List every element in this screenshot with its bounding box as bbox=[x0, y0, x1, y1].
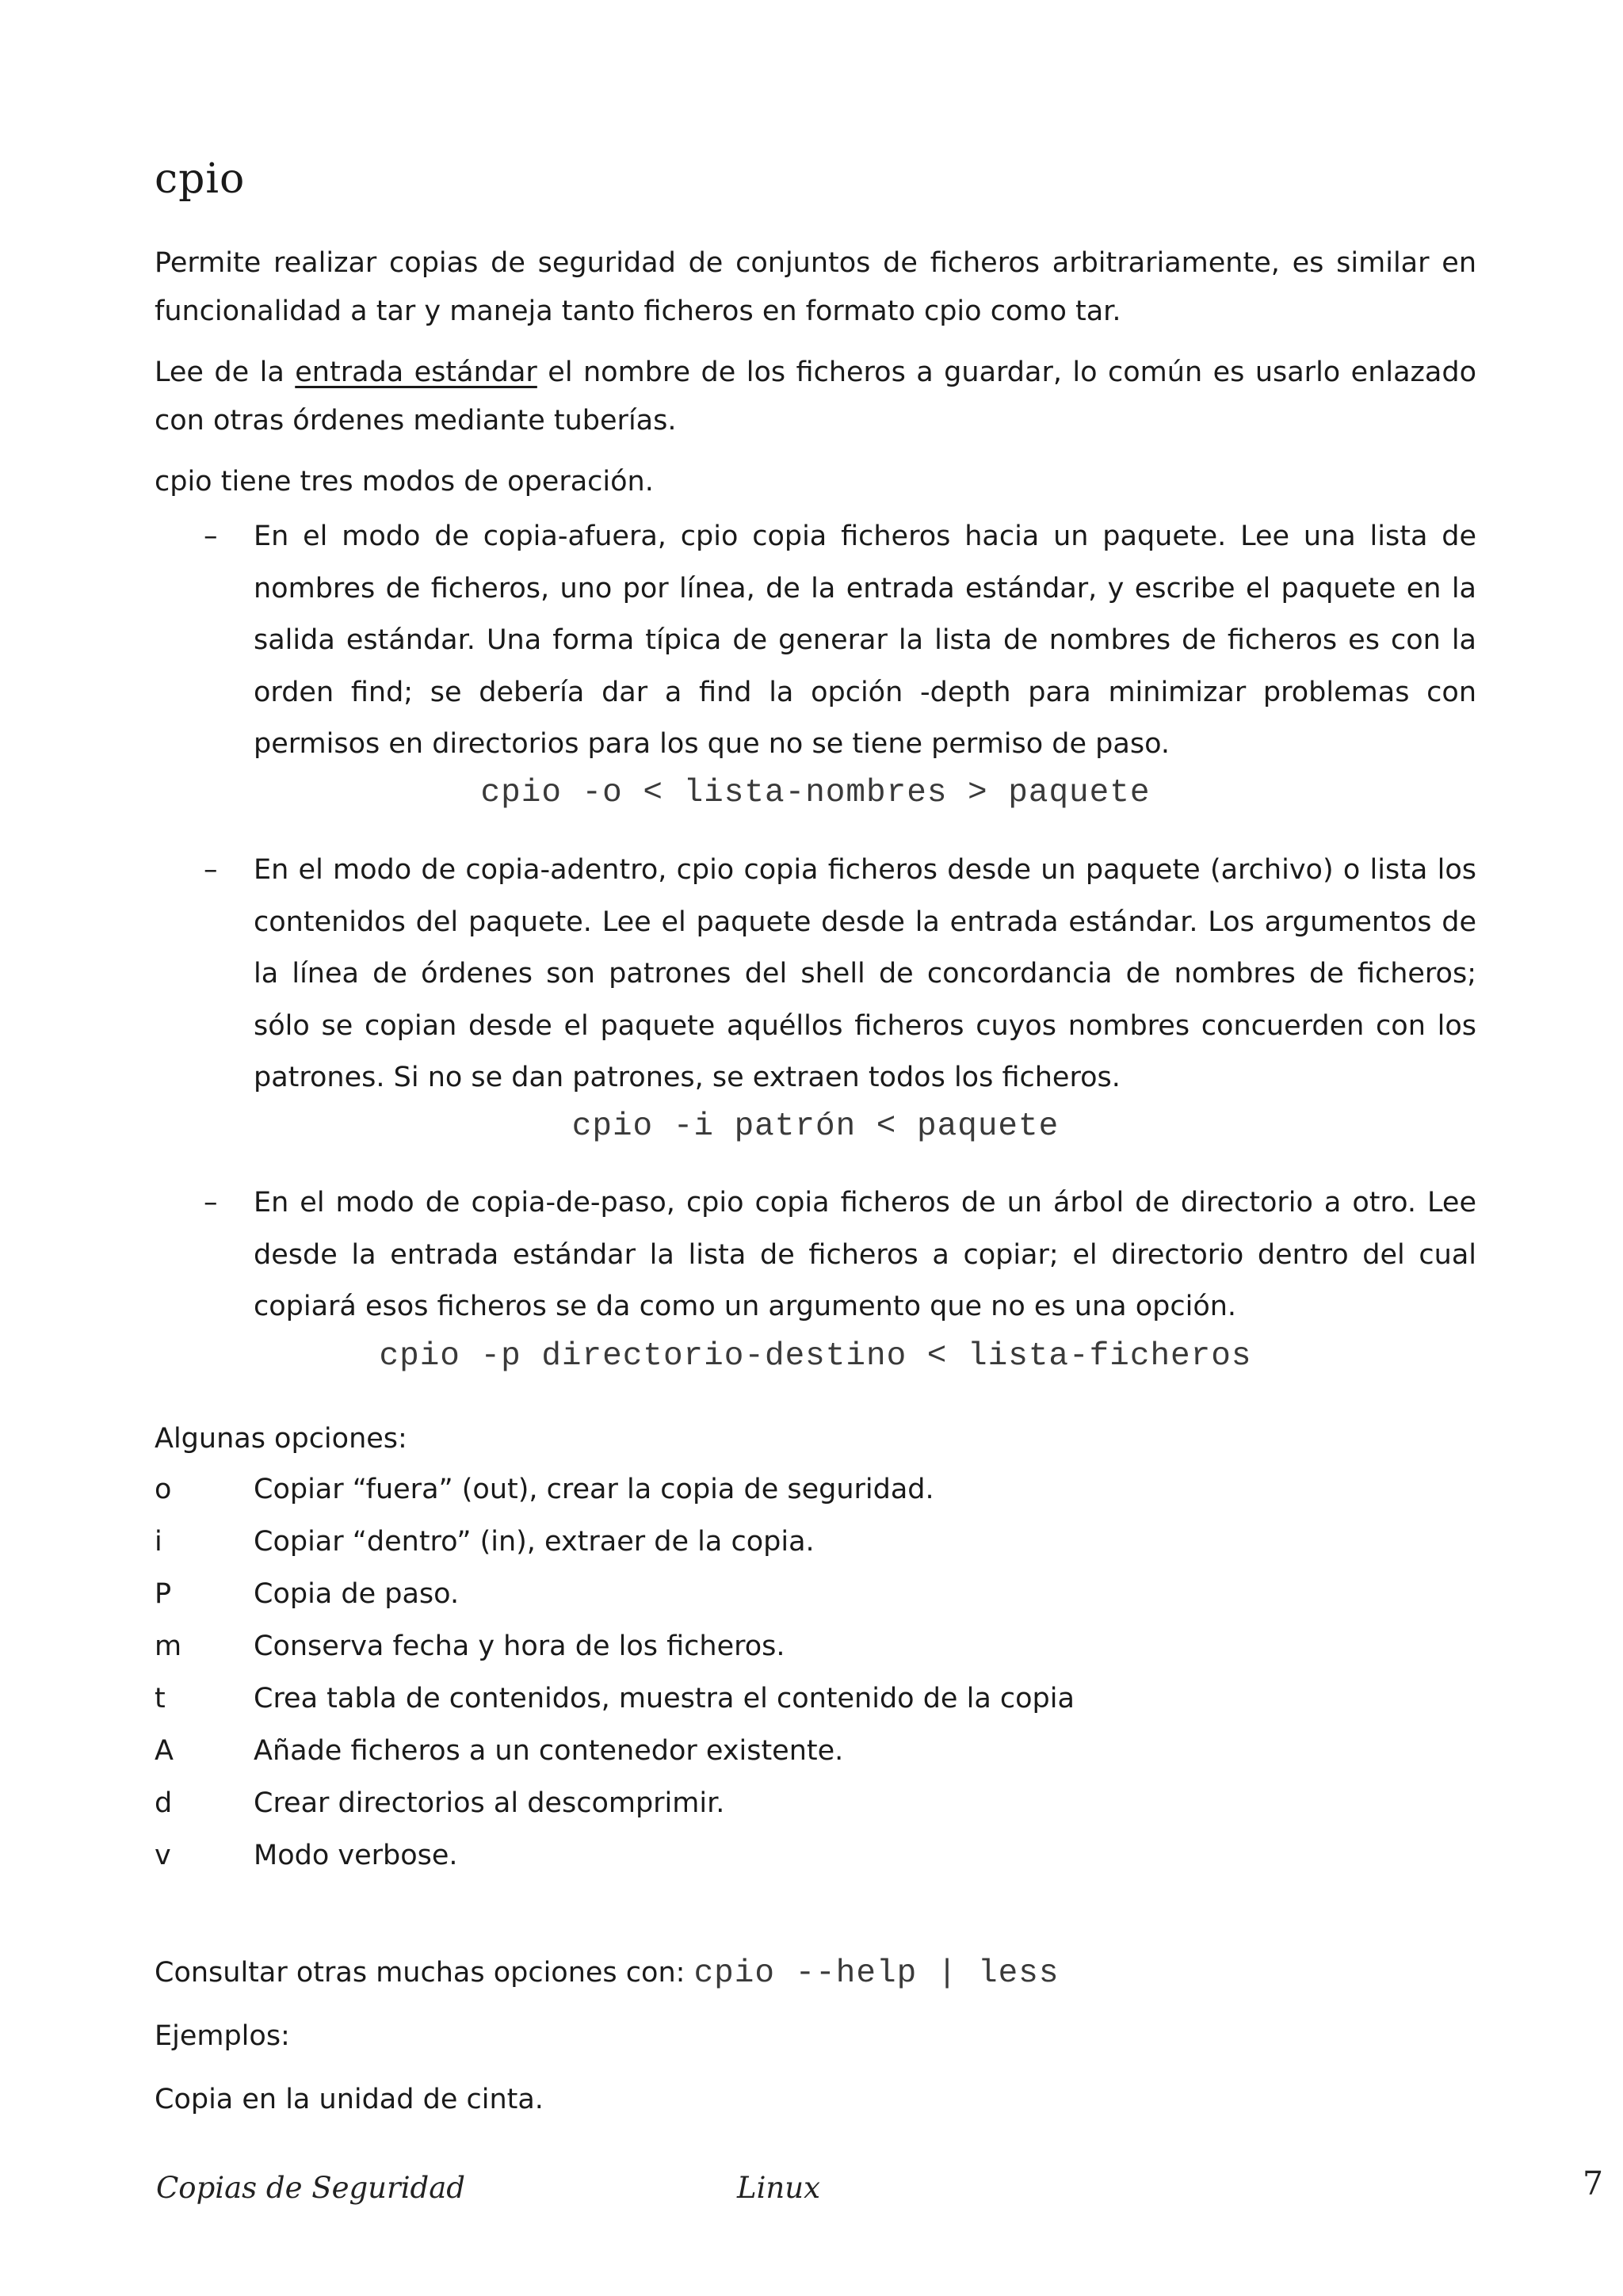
option-description: Conserva fecha y hora de los ficheros. bbox=[254, 1630, 785, 1662]
section-heading: cpio bbox=[155, 155, 246, 203]
mode-description: En el modo de copia-de-paso, cpio copia ficheros de un árbol de directorio a otro. Lee desde la entrada estándar la lista de ficheros a copiar; el directorio dentro del cual copiará esos ficheros se da como un argumento que no es una opción. bbox=[254, 1187, 1476, 1322]
intro-paragraph-2-suffix: el nombre de los ficheros a guardar, lo común es usarlo enlazado con otras órdenes mediante tuberías. bbox=[155, 357, 1476, 437]
page-number: 7 bbox=[1583, 2164, 1604, 2203]
option-description: Copiar “dentro” (in), extraer de la copia. bbox=[254, 1526, 815, 1558]
option-description: Crear directorios al descomprimir. bbox=[254, 1787, 725, 1819]
option-description: Añade ficheros a un contenedor existente. bbox=[254, 1735, 844, 1767]
option-key: P bbox=[155, 1578, 172, 1610]
option-description: Copiar “fuera” (out), crear la copia de seguridad. bbox=[254, 1474, 934, 1505]
bullet-dash: – bbox=[204, 521, 218, 552]
modes-intro: cpio tiene tres modos de operación. bbox=[155, 466, 654, 498]
code-command: cpio -i patrón < paquete bbox=[571, 1108, 1060, 1145]
bullet-dash: – bbox=[204, 1187, 218, 1219]
options-title: Algunas opciones: bbox=[155, 1423, 407, 1455]
option-description: Copia de paso. bbox=[254, 1578, 460, 1610]
stdin-link: entrada estándar bbox=[295, 357, 537, 388]
intro-paragraph-2-prefix: Lee de la bbox=[155, 357, 296, 388]
intro-paragraph-2 bbox=[155, 349, 1476, 445]
consult-text: Consultar otras muchas opciones con: bbox=[155, 1957, 694, 1989]
option-key: i bbox=[155, 1526, 162, 1558]
footer-left: Copias de Seguridad bbox=[156, 2171, 465, 2205]
option-key: d bbox=[155, 1787, 173, 1819]
option-key: v bbox=[155, 1840, 171, 1871]
code-command: cpio -p directorio-destino < lista-ficheros bbox=[379, 1338, 1252, 1375]
option-key: o bbox=[155, 1474, 172, 1505]
examples-title: Ejemplos: bbox=[155, 2020, 290, 2052]
option-description: Modo verbose. bbox=[254, 1840, 458, 1871]
consult-line bbox=[155, 1949, 1476, 1998]
intro-paragraph-1: Permite realizar copias de seguridad de conjuntos de ficheros arbitrariamente, es similar en funcionalidad a tar y maneja tanto ficheros en formato cpio como tar. bbox=[155, 247, 1476, 327]
option-description: Crea tabla de contenidos, muestra el contenido de la copia bbox=[254, 1683, 1075, 1714]
bullet-dash: – bbox=[204, 854, 218, 886]
option-key: A bbox=[155, 1735, 174, 1767]
mode-description: En el modo de copia-afuera, cpio copia ficheros hacia un paquete. Lee una lista de nombres de ficheros, uno por línea, de la entrada estándar, y escribe el paquete en la salida estándar. Una forma típica de generar la lista de nombres de ficheros es con la orden find; se debería dar a find la opción -depth para minimizar problemas con permisos en directorios para los que no se tiene permiso de paso. bbox=[254, 521, 1476, 760]
example-1: Copia en la unidad de cinta. bbox=[155, 2084, 544, 2115]
option-key: t bbox=[155, 1683, 166, 1714]
consult-command: cpio --help | less bbox=[693, 1955, 1060, 1992]
footer-center: Linux bbox=[737, 2171, 820, 2205]
code-command: cpio -o < lista-nombres > paquete bbox=[480, 775, 1151, 811]
mode-description: En el modo de copia-adentro, cpio copia ficheros desde un paquete (archivo) o lista los contenidos del paquete. Lee el paquete desde la entrada estándar. Los argumentos de la línea de órdenes son patrones del shell de concordancia de nombres de ficheros; sólo se copian desde el paquete aquéllos ficheros cuyos nombres concuerden con los patrones. Si no se dan patrones, se extraen todos los ficheros. bbox=[254, 854, 1476, 1093]
option-key: m bbox=[155, 1630, 182, 1662]
